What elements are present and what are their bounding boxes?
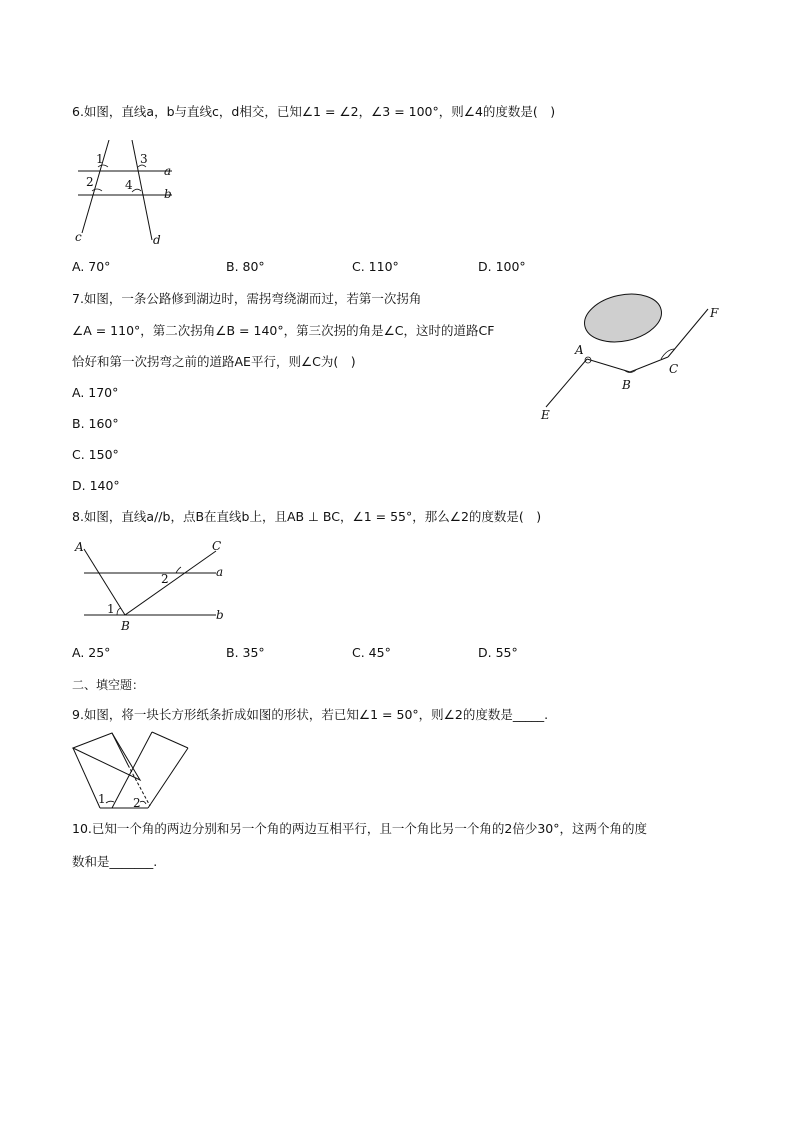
q7-road-ab xyxy=(587,359,630,372)
q9-label-2: 2 xyxy=(133,796,141,810)
q8-arc-1 xyxy=(117,608,121,615)
q7-lake xyxy=(580,287,666,348)
q8-segment-bc xyxy=(125,551,216,615)
q6-figure xyxy=(70,140,190,250)
q6-label-c: c xyxy=(75,230,82,244)
q6-option-c: C. 110° xyxy=(352,259,399,274)
q7-figure xyxy=(535,285,735,430)
q7-option-c: C. 150° xyxy=(72,447,119,462)
q9-strip-right-edge xyxy=(148,748,188,808)
q6-arc-2 xyxy=(92,189,102,191)
q6-label-4: 4 xyxy=(125,178,133,192)
q6-label-b: b xyxy=(164,187,172,201)
q8-label-line-b: b xyxy=(216,608,224,622)
q8-option-c: C. 45° xyxy=(352,645,391,660)
q7-option-b: B. 160° xyxy=(72,416,119,431)
q8-arc-2 xyxy=(176,567,181,573)
q7-text-line3: 恰好和第一次拐弯之前的道路AE平行，则∠C为( ) xyxy=(72,354,356,369)
q6-option-a: A. 70° xyxy=(72,259,111,274)
q6-label-a: a xyxy=(164,164,172,178)
q6-arc-4 xyxy=(132,189,141,192)
q6-option-b: B. 80° xyxy=(226,259,265,274)
q9-arc-2 xyxy=(140,801,146,804)
q9-arc-1 xyxy=(106,801,114,803)
q8-option-d: D. 55° xyxy=(478,645,518,660)
q8-option-a: A. 25° xyxy=(72,645,111,660)
q9-figure xyxy=(70,730,195,812)
q6-option-d: D. 100° xyxy=(478,259,526,274)
q8-label-a: A xyxy=(75,540,84,554)
q9-strip-inner-edge xyxy=(112,733,128,765)
q8-option-b: B. 35° xyxy=(226,645,265,660)
q8-label-1: 1 xyxy=(107,602,115,616)
q7-text-line1: 7.如图，一条公路修到湖边时，需拐弯绕湖而过，若第一次拐角 xyxy=(72,291,422,306)
q8-options xyxy=(72,644,592,662)
q9-label-1: 1 xyxy=(98,792,106,806)
q6-text: 6.如图，直线a，b与直线c，d相交，已知∠1 = ∠2，∠3 = 100°，则∠4的度数是( ) xyxy=(72,104,556,119)
q9-strip-left-edge xyxy=(73,748,100,808)
q7-road-cf xyxy=(668,309,708,357)
q6-options xyxy=(72,258,592,276)
q7-label-f: F xyxy=(710,306,719,320)
q8-text: 8.如图，直线a//b，点B在直线b上，且AB ⊥ BC，∠1 = 55°，那么∠2的度数是( ) xyxy=(72,509,542,524)
q7-option-d: D. 140° xyxy=(72,478,120,493)
q6-label-1: 1 xyxy=(96,152,104,166)
q10-text-line2: 数和是_______. xyxy=(72,854,158,869)
q7-label-a: A xyxy=(575,343,584,357)
q7-option-a: A. 170° xyxy=(72,385,119,400)
q8-label-line-a: a xyxy=(216,565,224,579)
q8-figure xyxy=(70,535,230,635)
q8-label-c: C xyxy=(212,539,222,553)
q8-label-b: B xyxy=(121,619,130,633)
q6-label-3: 3 xyxy=(140,152,148,166)
section-heading-fill-in: 二、填空题： xyxy=(72,678,145,692)
q7-label-b: B xyxy=(622,378,631,392)
q10-text-line1: 10.已知一个角的两边分别和另一个角的两边互相平行，且一个角比另一个角的2倍少30°，这两个角的度 xyxy=(72,821,647,836)
q6-label-d: d xyxy=(153,233,161,247)
q8-segment-ab xyxy=(84,549,125,615)
q7-road-ea xyxy=(546,359,587,407)
q6-label-2: 2 xyxy=(86,175,94,189)
q8-label-2: 2 xyxy=(161,572,169,586)
q7-label-e: E xyxy=(541,408,550,422)
q9-text: 9.如图，将一块长方形纸条折成如图的形状，若已知∠1 = 50°，则∠2的度数是_____. xyxy=(72,707,549,722)
q9-strip-right-top xyxy=(152,732,188,748)
q7-label-c: C xyxy=(669,362,679,376)
q7-text-line2: ∠A = 110°，第二次拐角∠B = 140°，第三次拐的角是∠C，这时的道路CF xyxy=(72,323,495,338)
